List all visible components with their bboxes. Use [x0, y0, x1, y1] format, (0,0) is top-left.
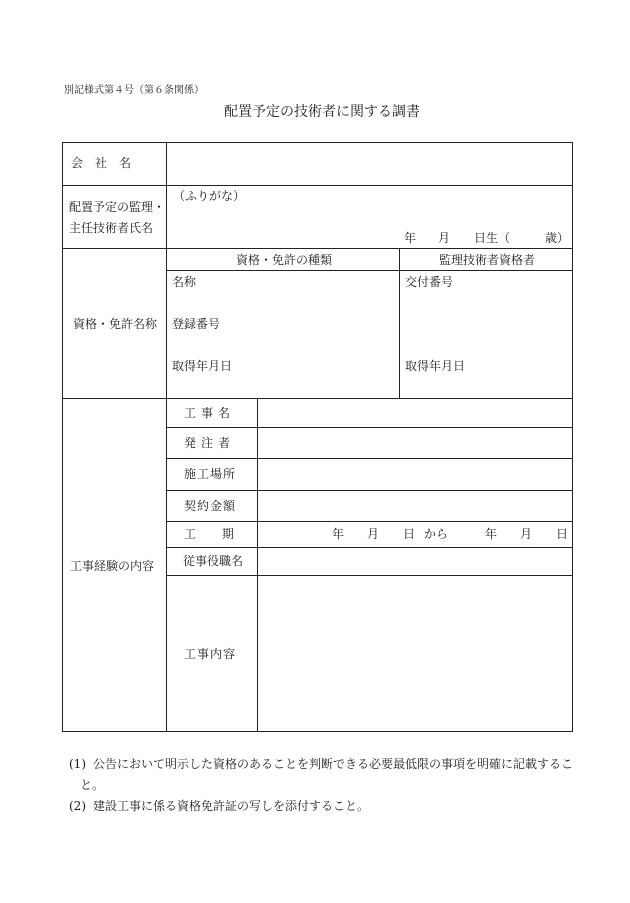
note-2-line1: 建設工事に係る資格免許証の写しを添付すること。	[93, 799, 370, 813]
supervisor-header: 監理技術者資格者	[439, 253, 536, 267]
period-kara: から	[424, 527, 449, 541]
engineer-label-line2: 主任技術者氏名	[69, 221, 154, 235]
period-from-month: 月	[367, 527, 380, 541]
birth-day-label: 日生（	[474, 231, 511, 245]
period-to-year: 年	[485, 527, 498, 541]
registration-number-label: 登録番号	[172, 317, 221, 331]
site-label: 施工場所	[184, 467, 237, 481]
contract-amount-label: 契約金額	[184, 499, 237, 513]
note-1-line2: と。	[80, 778, 105, 792]
period-from-year: 年	[332, 527, 345, 541]
orderer-label: 発注者	[184, 436, 236, 450]
experience-label: 工事経験の内容	[70, 559, 155, 573]
period-from-day: 日	[403, 527, 416, 541]
period-label: 工期	[184, 527, 261, 541]
project-content-label: 工事内容	[184, 647, 237, 661]
period-to-day: 日	[556, 527, 569, 541]
acquisition-date-label: 取得年月日	[172, 359, 233, 373]
qualification-type-header: 資格・免許の種類	[236, 253, 333, 267]
note-1-number: (1)	[69, 757, 86, 771]
form-reference: 別記様式第４号（第６条関係）	[64, 85, 204, 96]
note-1-line1: 公告において明示した資格のあることを判断できる必要最低限の事項を明確に記載するこ	[93, 757, 574, 771]
note-2-number: (2)	[69, 799, 86, 813]
issue-number-label: 交付番号	[405, 275, 454, 289]
project-name-label: 工事名	[184, 406, 236, 420]
role-label: 従事役職名	[183, 554, 244, 568]
page-title: 配置予定の技術者に関する調書	[224, 104, 420, 120]
qualification-label: 資格・免許名称	[73, 317, 158, 331]
company-label: 会 社 名	[71, 156, 132, 170]
period-to-month: 月	[520, 527, 533, 541]
age-label: 歳）	[545, 231, 570, 245]
birth-year-label: 年	[404, 231, 417, 245]
furigana-label: （ふりがな）	[173, 189, 246, 203]
qualification-name-label: 名称	[172, 275, 197, 289]
acquisition-date-label-right: 取得年月日	[405, 359, 466, 373]
engineer-label-line1: 配置予定の監理・	[69, 200, 166, 214]
birth-month-label: 月	[438, 231, 451, 245]
